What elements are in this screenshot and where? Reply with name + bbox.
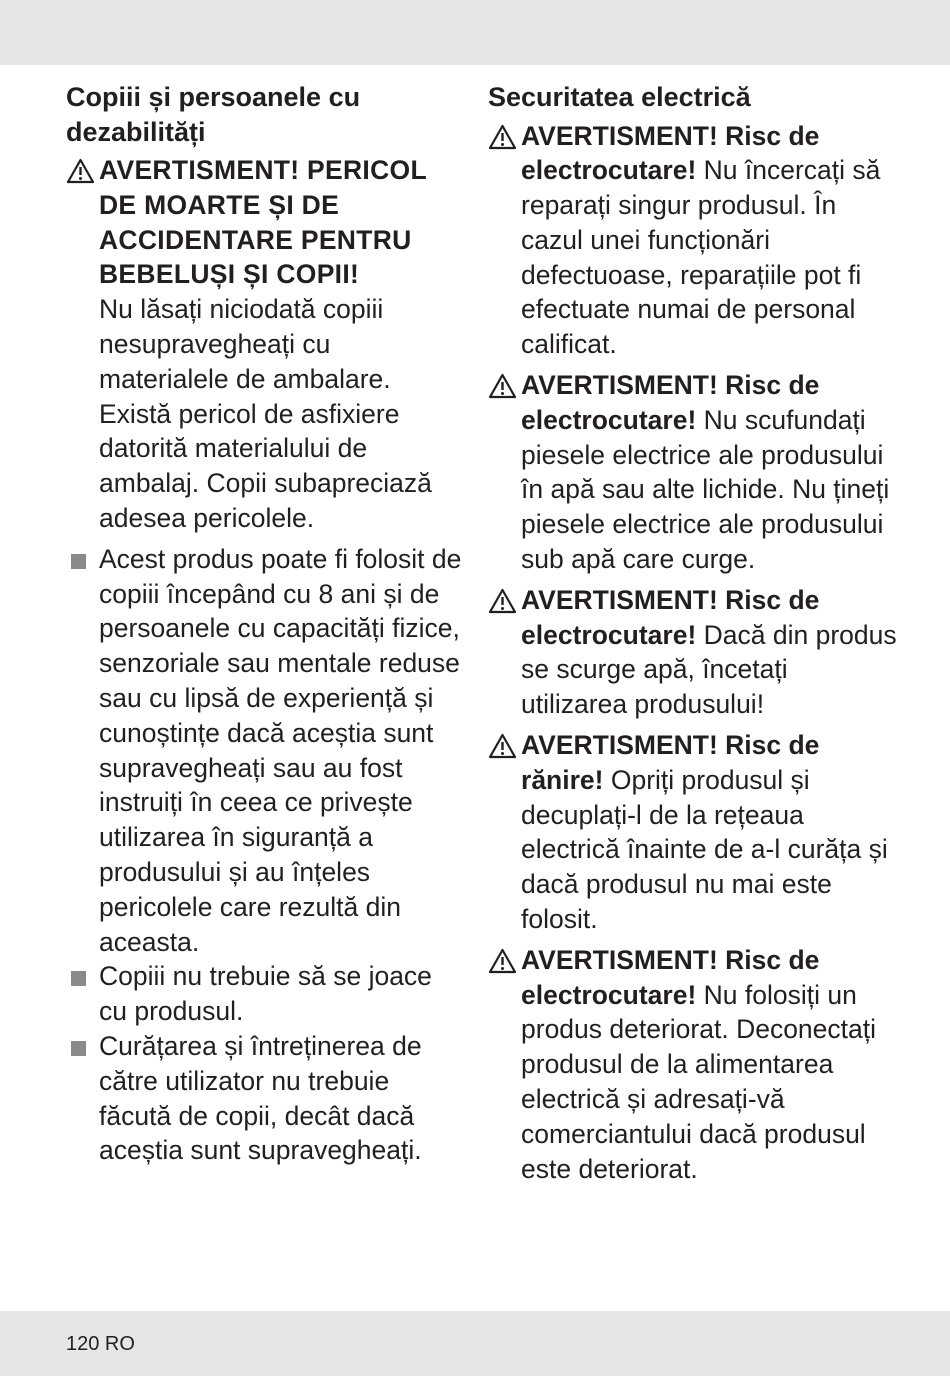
warning-text: Dacă din produs se scurge apă, încetați utilizarea produsului! (521, 619, 897, 720)
warning-block (66, 153, 466, 536)
warning-triangle-icon (488, 948, 517, 974)
warning-triangle-icon (66, 158, 95, 184)
list-item-text: Copiii nu trebuie să se joace cu produsul. (99, 961, 432, 1027)
warning-text: Nu folosiți un produs deteriorat. Deconectați produsul de la alimentarea electrică și adresați-vă comerciantului dacă produsul este deteriorat. (521, 979, 877, 1184)
list-item-text: Acest produs poate fi folosit de copiii începând cu 8 ani și de persoanele cu capacități fizice, senzoriale sau mentale reduse sau cu lipsă de experiență și cunoștințe dacă aceștia sunt supravegheați sau au fost instruiți în ceea ce privește utilizarea în siguranță a produsului și au înțeles pericolele care rezultă din aceasta. (99, 543, 462, 957)
warning-title: AVERTISMENT! Risc de electrocutare! (521, 584, 820, 650)
warning-triangle-icon (488, 733, 517, 759)
warning-title: AVERTISMENT! Risc de electrocutare! (521, 944, 820, 1010)
warning-text: Opriți produsul și decuplați-l de la rețeaua electrică înainte de a-l curăța și dacă produsul nu mai este folosit. (521, 764, 888, 935)
warning-text: Nu încercați să reparați singur produsul. În cazul unei funcționări defectuoase, reparațiile pot fi efectuate numai de personal calificat. (521, 155, 881, 360)
warning-block (488, 368, 898, 577)
list-item (66, 542, 466, 960)
warning-title: AVERTISMENT! PERICOL DE MOARTE ȘI DE ACCIDENTARE PENTRU BEBELUȘI ȘI COPII! (99, 155, 427, 290)
warning-block (488, 943, 898, 1187)
page-number: 120 RO (66, 1333, 135, 1355)
warning-block (488, 728, 898, 937)
warning-triangle-icon (488, 373, 517, 399)
section-heading-children: Copiii și persoanele cu dezabilități (66, 82, 361, 147)
warning-text: Nu lăsați niciodată copiii nesupravegheați cu materialele de ambalare. Există pericol de asfixiere datorită materialului de ambalaj. Copii subapreciază adesea pericolele. (99, 294, 432, 533)
square-bullet-icon (71, 1041, 86, 1056)
warning-triangle-icon (488, 124, 517, 150)
warning-title: AVERTISMENT! Risc de rănire! (521, 730, 820, 795)
warning-title: AVERTISMENT! Risc de electrocutare! (521, 370, 820, 435)
warning-title: AVERTISMENT! Risc de electrocutare! (521, 120, 820, 186)
header-band (0, 0, 950, 65)
right-column (488, 80, 898, 1192)
warning-text: Nu scufundați piesele electrice ale produsului în apă sau alte lichide. Nu țineți piesele electrice ale produsului sub apă care curge. (521, 404, 890, 575)
left-column (66, 80, 466, 1168)
list-item (66, 1029, 466, 1168)
warning-triangle-icon (488, 588, 517, 614)
warning-block (488, 583, 898, 722)
list-item (66, 959, 466, 1029)
warning-block (488, 119, 898, 363)
list-item-text: Curățarea și întreținerea de către utilizator nu trebuie făcută de copii, decât dacă aceștia sunt supravegheați. (99, 1030, 422, 1166)
section-heading-electrical: Securitatea electrică (488, 82, 751, 112)
square-bullet-icon (71, 554, 86, 569)
footer-band (0, 1311, 950, 1376)
square-bullet-icon (71, 971, 86, 986)
